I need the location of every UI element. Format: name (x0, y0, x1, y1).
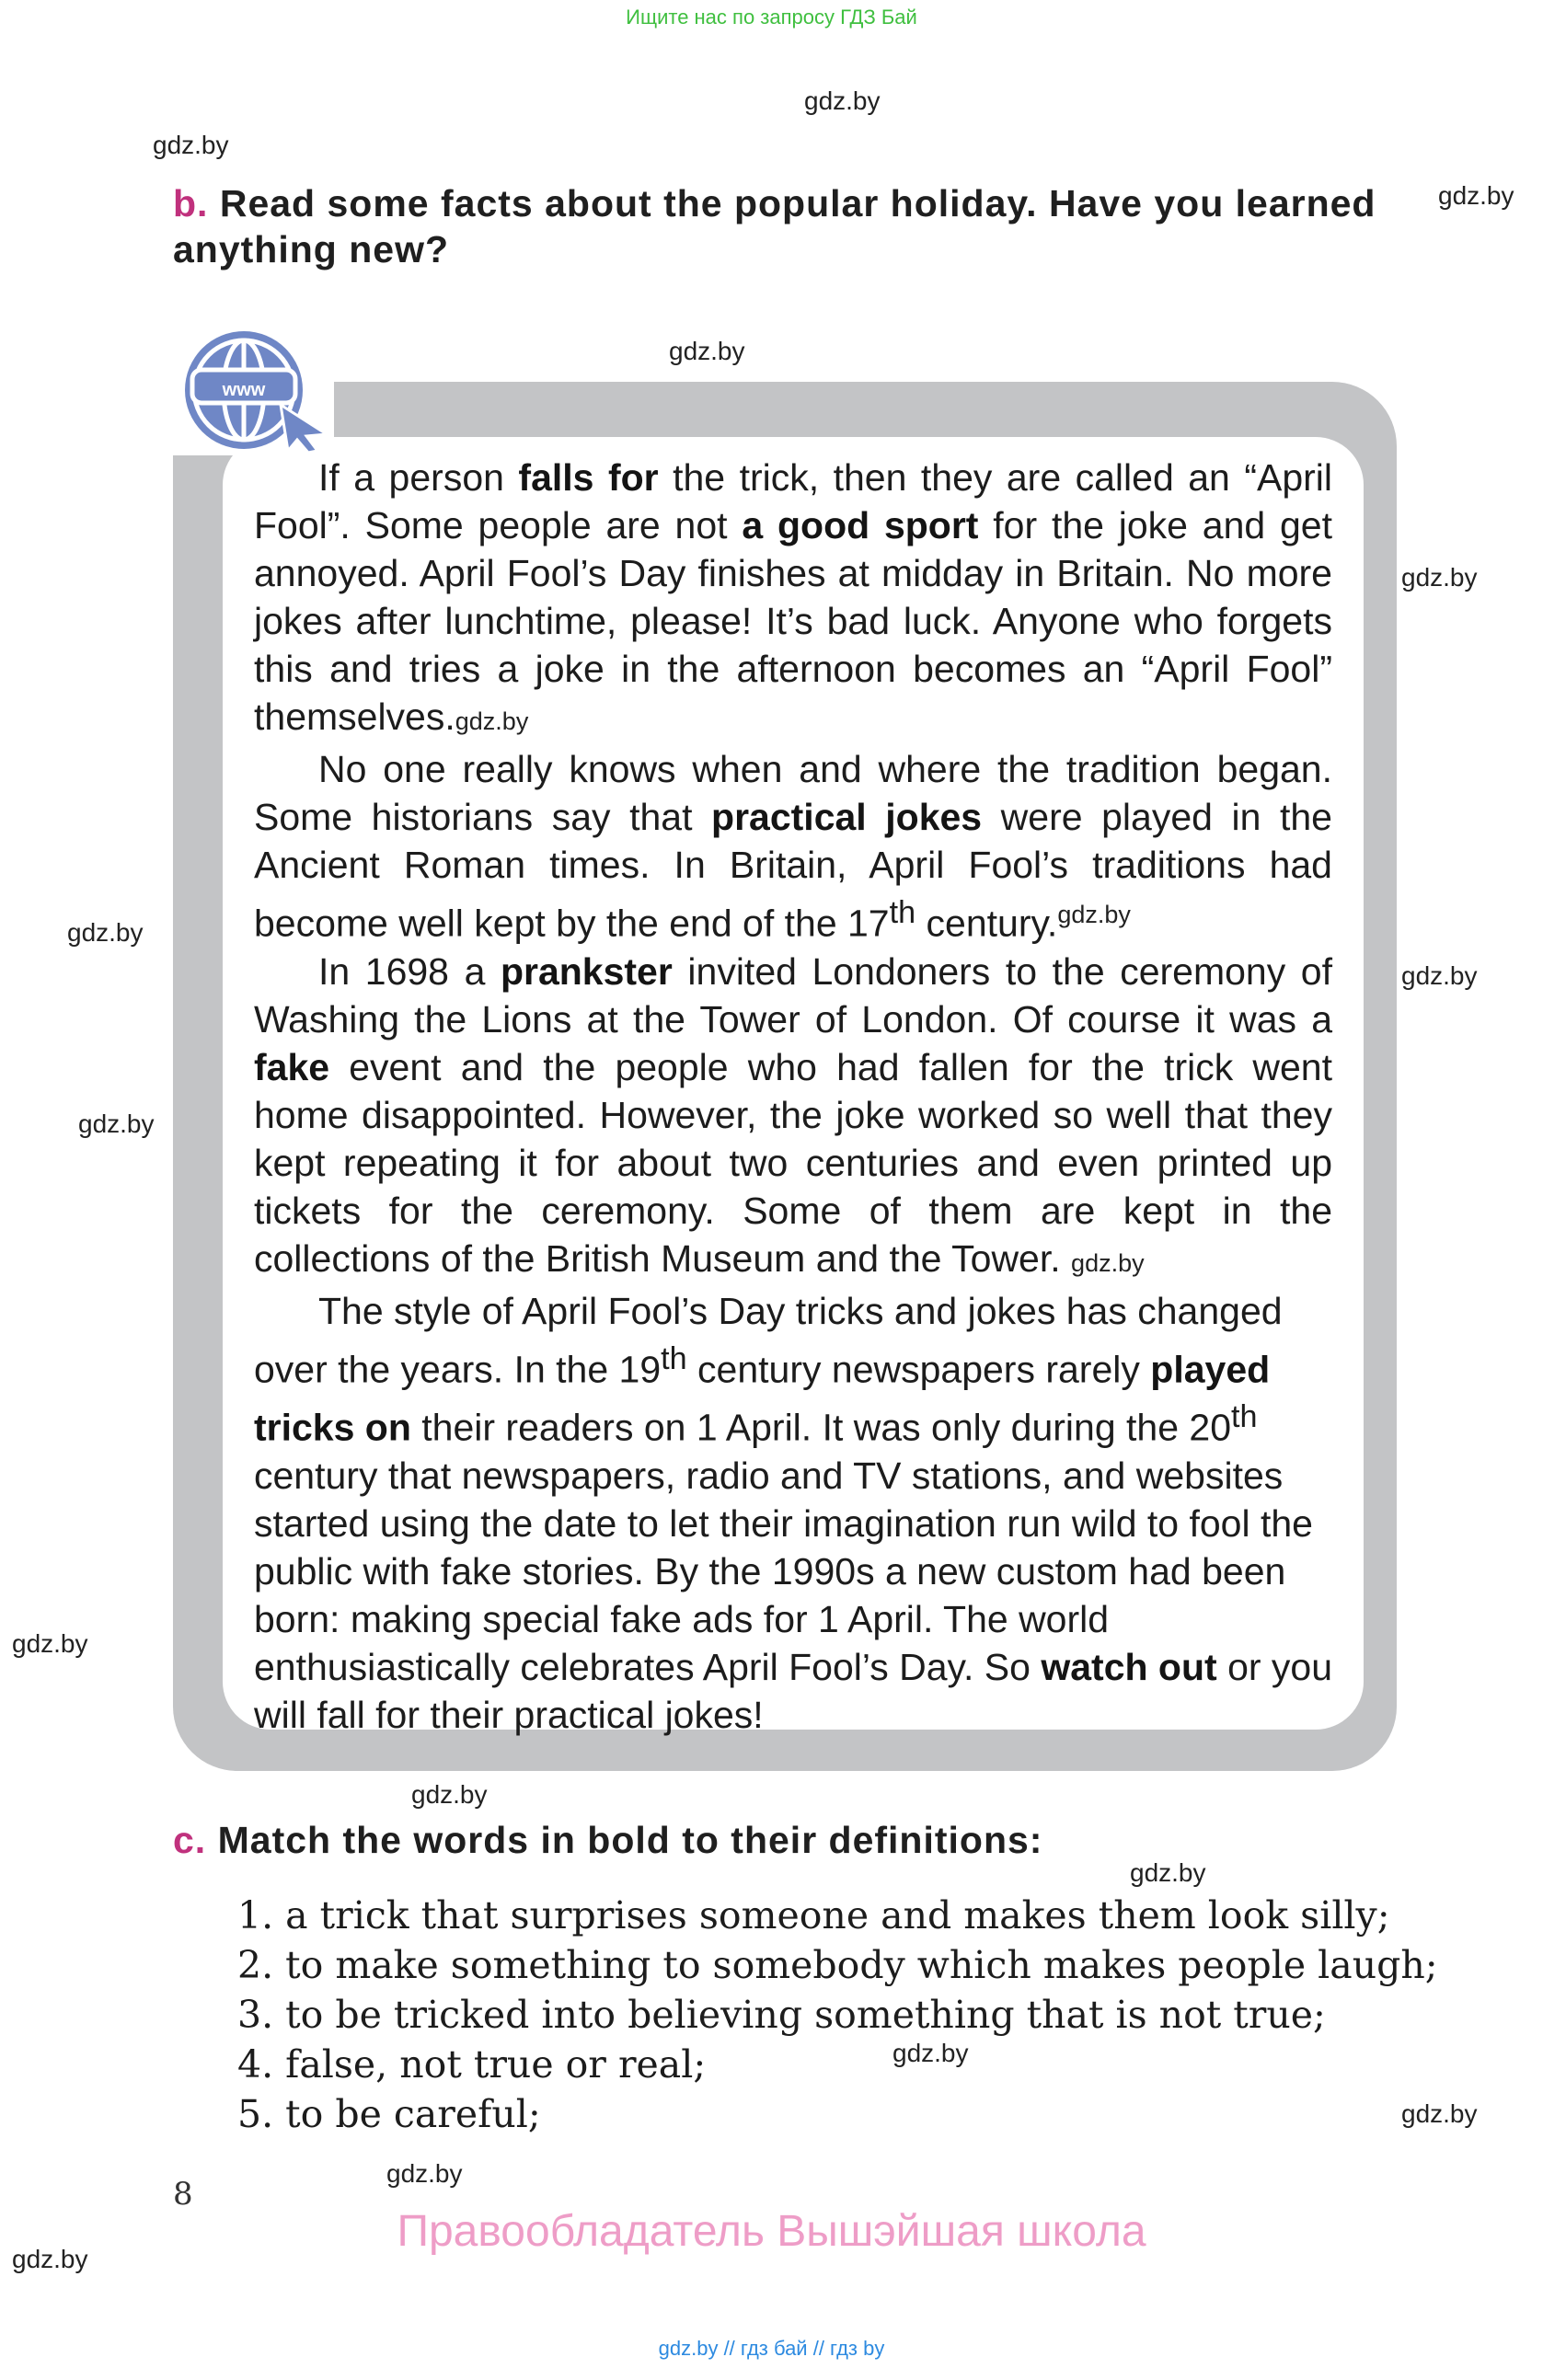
watermark: gdz.by (669, 337, 745, 365)
exercise-letter: c. (173, 1819, 207, 1861)
footer-links[interactable]: gdz.by // гдз бай // гдз by (658, 2337, 885, 2360)
exercise-letter: b. (173, 182, 209, 224)
watermark: gdz.by (1071, 1248, 1145, 1277)
paragraph: If a person falls for the trick, then they are called an “April Fool”. Some people are not a good sport for the joke and get annoyed. April Fool’s Day finishes at midday in Britain. No more jokes after lunchtime, please! It’s bad luck. Anyone who forgets this and tries a joke in the afternoon becomes an “April Fool” themselves.gdz.by (254, 456, 1333, 738)
watermark: gdz.by (892, 2039, 969, 2067)
paragraph: No one really knows when and where the tradition began. Some historians say that practical jokes were played in the Ancient Roman times. In Britain, April Fool’s traditions had become well kept by the end of the 17th century.$^{gdz.by}$ (254, 748, 1332, 945)
watermark: gdz.by (1401, 2099, 1478, 2128)
watermark: gdz.by (411, 1780, 488, 1809)
list-item: 2. to make something to somebody which makes people laugh; (237, 1943, 1438, 1987)
watermark: gdz.by (1130, 1858, 1206, 1887)
watermark: gdz.by (12, 1629, 88, 1658)
exercise-c-heading (173, 1817, 1042, 1863)
www-globe-icon (179, 324, 336, 453)
watermark: gdz.by (804, 86, 881, 115)
exercise-instruction: Read some facts about the popular holiday. Have you learned anything new? (173, 182, 1376, 270)
definitions-list (237, 1891, 1438, 2139)
watermark: gdz.by (386, 2159, 463, 2188)
watermark: gdz.by (67, 918, 144, 947)
article-text (254, 454, 1332, 1739)
paragraph: In 1698 a prankster invited Londoners to the ceremony of Washing the Lions at the Tower of London. Of course it was a fake event and the people who had fallen for the trick went home disappointed. However, the joke worked so well that they kept repeating it for about two centuries and even printed up tickets for the ceremony. Some of them are kept in the collections of the British Museum and the Tower. gdz.by (254, 949, 1332, 1280)
watermark: gdz.by (78, 1110, 155, 1138)
exercise-instruction: Match the words in bold to their definitions: (217, 1819, 1043, 1861)
paragraph: The style of April Fool’s Day tricks and jokes has changed over the years. In the 19th century newspapers rarely played tricks on their readers on 1 April. It was only during the 20th century that newspapers, radio and TV stations, and websites started using the date to let their imagination run wild to fool the public with fake stories. By the 1990s a new custom had been born: making special fake ads for 1 April. The world enthusiastically celebrates April Fool’s Day. So watch out or you will fall for their practical jokes! (254, 1289, 1333, 1736)
list-item: 1. a trick that surprises someone and makes them look silly; (237, 1893, 1390, 1937)
list-item: 4. false, not true or real; (237, 2042, 707, 2087)
watermark: gdz.by (1057, 901, 1131, 928)
list-item: 3. to be tricked into believing something that is not true; (237, 1993, 1326, 2037)
list-item: 5. to be careful; (237, 2092, 541, 2136)
watermark: gdz.by (1401, 563, 1478, 592)
copyright-notice: Правообладатель Вышэйшая школа (397, 2207, 1146, 2256)
watermark: gdz.by (12, 2245, 88, 2273)
top-banner[interactable]: Ищите нас по запросу ГДЗ Бай (626, 6, 917, 29)
watermark: gdz.by (455, 707, 529, 735)
page-number: 8 (173, 2176, 193, 2213)
watermark: gdz.by (1401, 961, 1478, 990)
exercise-b-heading (173, 180, 1397, 272)
www-label: www (222, 380, 266, 400)
watermark: gdz.by (153, 131, 229, 159)
watermark: gdz.by (1438, 181, 1514, 210)
